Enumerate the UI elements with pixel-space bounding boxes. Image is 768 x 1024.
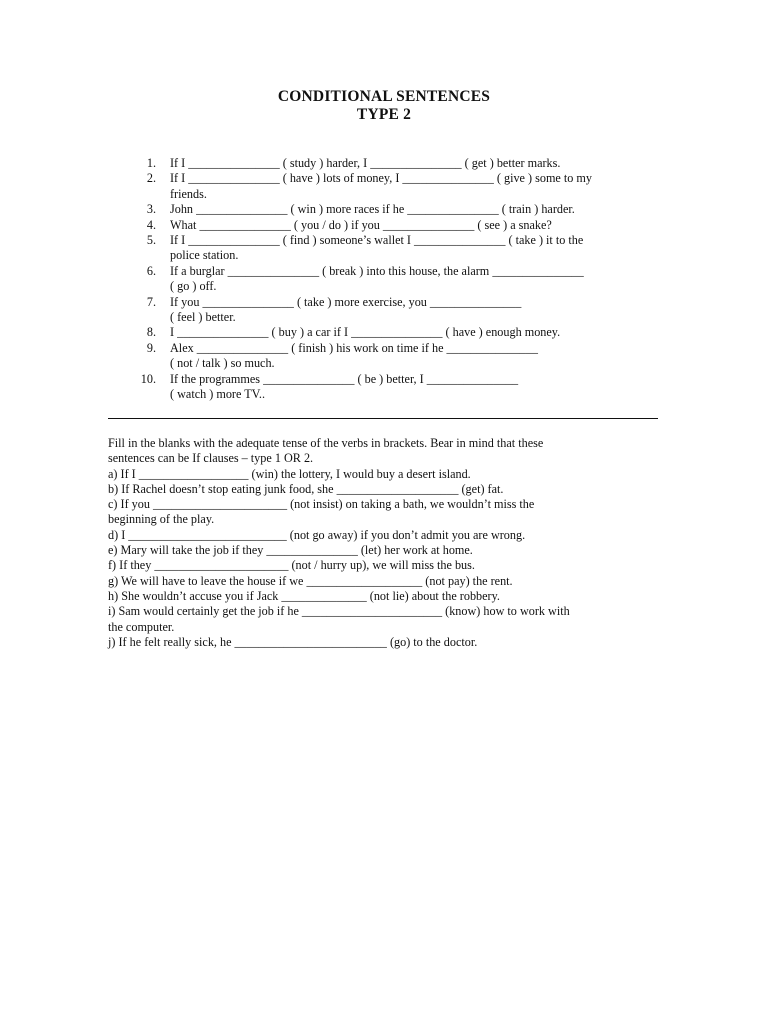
item-text-line: If a burglar _______________ ( break ) into this house, the alarm _______________	[170, 263, 584, 278]
item-text-line: friends.	[170, 186, 207, 201]
exercise-1-item	[128, 372, 656, 403]
item-text	[170, 325, 656, 340]
worksheet-subtitle: TYPE 2	[356, 106, 412, 123]
exercise-2-line: the computer.	[108, 619, 175, 634]
item-text-line: If I _______________ ( have ) lots of money, I _______________ ( give ) some to my	[170, 171, 592, 186]
item-number: 8.	[146, 325, 156, 340]
exercise-2-line: c) If you ______________________ (not insist) on taking a bath, we wouldn’t miss the	[108, 497, 535, 512]
exercise-1-item	[128, 171, 656, 202]
exercise-2-line: g) We will have to leave the house if we ___________________ (not pay) the rent.	[108, 573, 513, 588]
exercise-1-item	[128, 295, 656, 326]
item-text	[170, 171, 656, 202]
item-number: 3.	[146, 202, 156, 217]
item-text-line: Alex _______________ ( finish ) his work on time if he _______________	[170, 340, 538, 355]
exercise-2-line: j) If he felt really sick, he _________________________ (go) to the doctor.	[108, 634, 478, 649]
item-text-line: If I _______________ ( study ) harder, I _______________ ( get ) better marks.	[170, 156, 561, 170]
item-text-line: I _______________ ( buy ) a car if I _______________ ( have ) enough money.	[170, 325, 561, 340]
exercise-1-item	[128, 341, 656, 372]
exercise-2-line: b) If Rachel doesn’t stop eating junk food, she ____________________ (get) fat.	[108, 481, 504, 496]
item-text-line: ( feel ) better.	[170, 310, 236, 325]
exercise-2-line: a) If I __________________ (win) the lottery, I would buy a desert island.	[108, 466, 471, 481]
exercise-2-line: f) If they ______________________ (not / hurry up), we will miss the bus.	[108, 558, 475, 573]
exercise-1-item	[128, 325, 656, 340]
item-text	[170, 202, 656, 217]
item-text-line: ( not / talk ) so much.	[170, 356, 275, 371]
exercise-2-line: i) Sam would certainly get the job if he _______________________ (know) how to work with	[108, 604, 570, 619]
item-number: 10.	[140, 371, 156, 386]
item-text-line: What _______________ ( you / do ) if you _______________ ( see ) a snake?	[170, 217, 552, 232]
item-number: 7.	[146, 294, 156, 309]
item-text-line: ( go ) off.	[170, 279, 217, 294]
item-number: 6.	[146, 263, 156, 278]
item-number: 5.	[146, 233, 156, 248]
item-text	[170, 156, 656, 171]
item-text-line: police station.	[170, 248, 239, 263]
instructions-line: Fill in the blanks with the adequate tense of the verbs in brackets. Bear in mind that these	[108, 436, 544, 450]
item-text	[170, 372, 656, 403]
exercise-2-block	[108, 436, 653, 650]
exercise-2-line: d) I __________________________ (not go away) if you don’t admit you are wrong.	[108, 527, 526, 542]
section-divider	[108, 418, 658, 419]
item-text	[170, 341, 656, 372]
exercise-1-list	[128, 156, 656, 403]
item-text	[170, 233, 656, 264]
item-text-line: If the programmes _______________ ( be ) better, I _______________	[170, 371, 519, 386]
item-number: 2.	[146, 171, 156, 186]
exercise-1-item	[128, 156, 656, 171]
item-text-line: If you _______________ ( take ) more exercise, you _______________	[170, 294, 522, 309]
instructions-line: sentences can be If clauses – type 1 OR 2.	[108, 451, 314, 466]
exercise-2-line: h) She wouldn’t accuse you if Jack ______________ (not lie) about the robbery.	[108, 588, 500, 603]
item-text-line: ( watch ) more TV..	[170, 387, 265, 402]
exercise-2-line: beginning of the play.	[108, 512, 215, 527]
exercise-1-item	[128, 264, 656, 295]
item-text	[170, 295, 656, 326]
exercise-1-item	[128, 233, 656, 264]
exercise-2-line: e) Mary will take the job if they _______________ (let) her work at home.	[108, 543, 473, 558]
item-text-line: If I _______________ ( find ) someone’s wallet I _______________ ( take ) it to the	[170, 233, 584, 248]
item-number: 9.	[146, 340, 156, 355]
item-text	[170, 264, 656, 295]
item-number: 4.	[146, 217, 156, 232]
exercise-1-item	[128, 218, 656, 233]
item-text	[170, 218, 656, 233]
worksheet-title: CONDITIONAL SENTENCES	[277, 88, 491, 105]
item-text-line: John _______________ ( win ) more races if he _______________ ( train ) harder.	[170, 202, 575, 217]
item-number: 1.	[146, 156, 156, 170]
exercise-1-item	[128, 202, 656, 217]
